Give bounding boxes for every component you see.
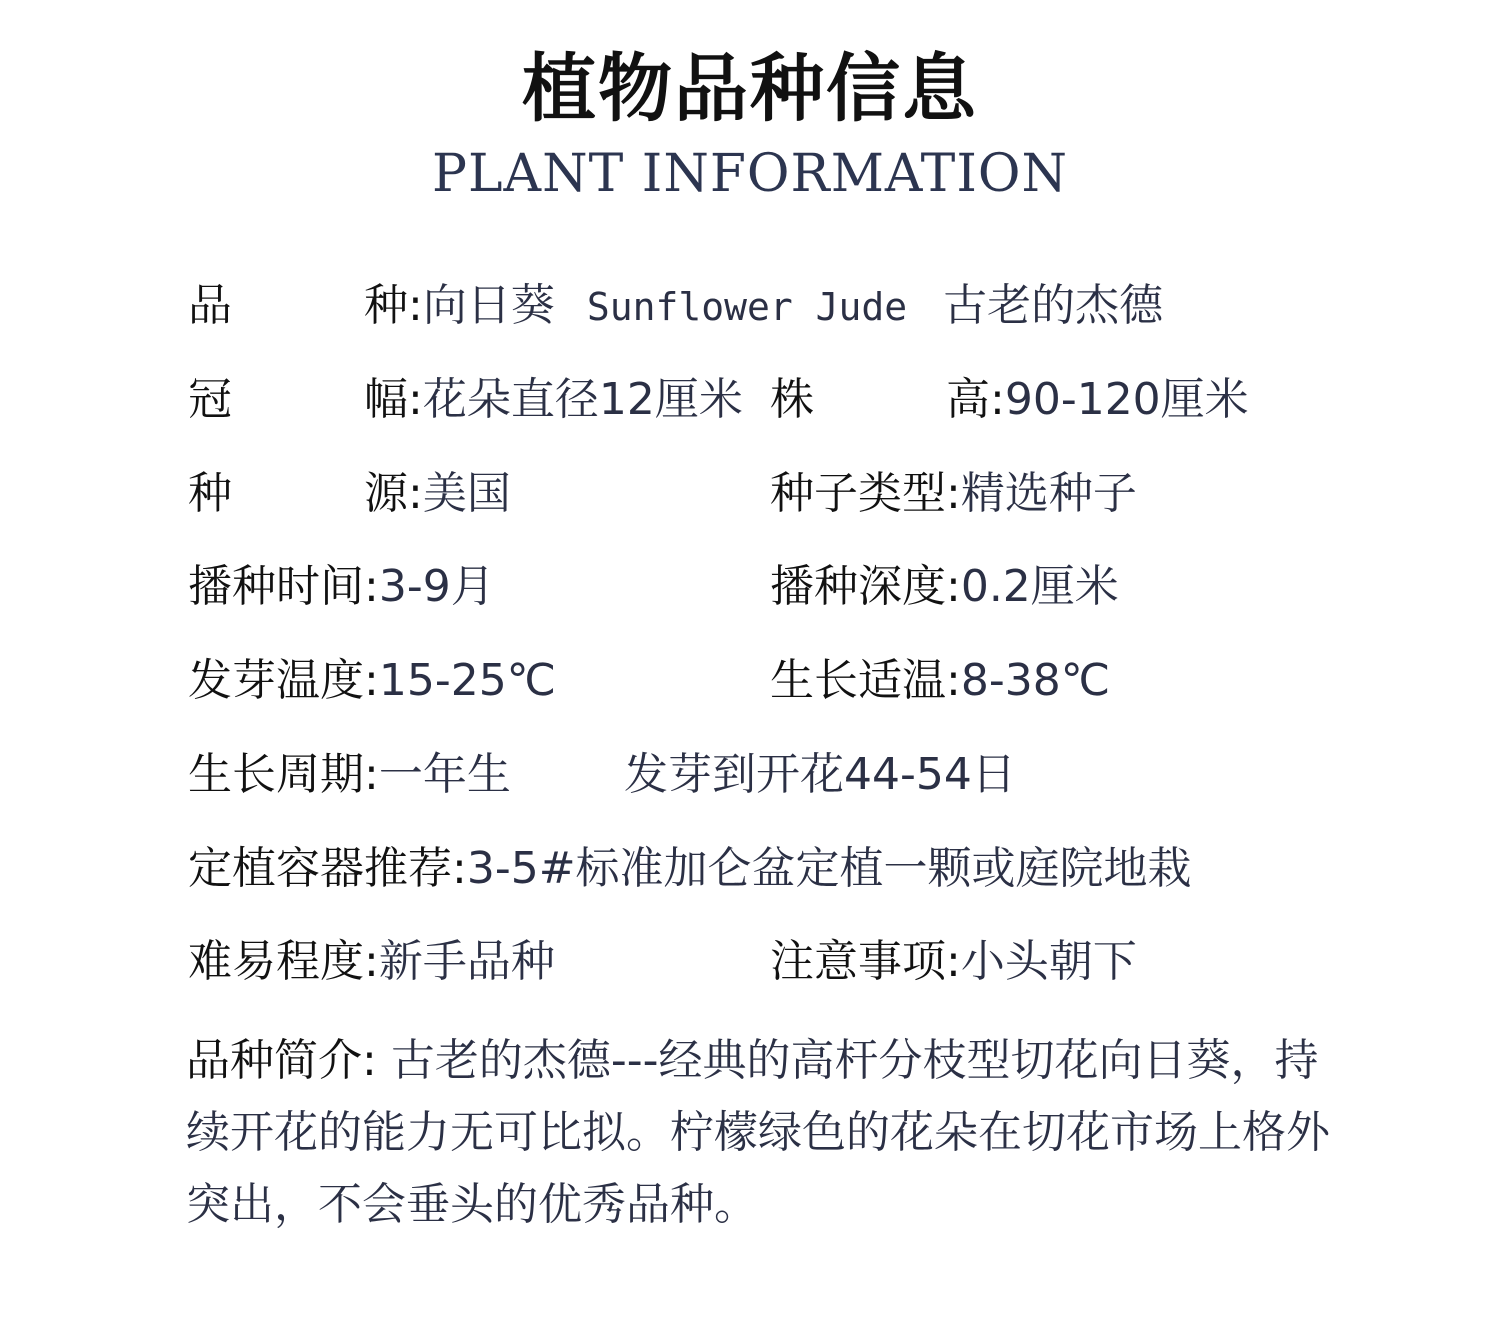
seed-type-label: 种子类型 xyxy=(770,468,946,519)
variety-field xyxy=(188,276,1163,337)
sow-time-colon: : xyxy=(364,561,379,612)
notes-value: 小头朝下 xyxy=(960,936,1137,987)
germ-temp-colon: : xyxy=(364,655,379,706)
container-colon: : xyxy=(452,843,467,894)
grow-temp-value: 8-38℃ xyxy=(960,655,1111,706)
page-subtitle: PLANT INFORMATION xyxy=(432,144,1068,204)
seed-type-value: 精选种子 xyxy=(960,468,1137,519)
germ-temp-value: 15-25℃ xyxy=(378,655,557,706)
origin-colon: : xyxy=(408,468,423,519)
difficulty-colon: : xyxy=(364,936,379,987)
height-colon: : xyxy=(990,374,1005,425)
germ-temp-field xyxy=(188,651,556,711)
page-title: 植物品种信息 xyxy=(522,46,978,132)
crown-label: 冠幅 xyxy=(188,374,408,425)
intro-label: 品种简介 xyxy=(186,1035,362,1086)
intro-colon: : xyxy=(362,1035,377,1086)
cycle-colon: : xyxy=(364,749,379,800)
container-value: 3-5#标准加仑盆定植一颗或庭院地栽 xyxy=(466,843,1192,894)
container-field xyxy=(188,839,1192,899)
variety-value-cn2: 古老的杰德 xyxy=(943,280,1164,331)
cycle-value: 一年生 xyxy=(378,749,511,800)
height-label: 株高 xyxy=(770,374,990,425)
crown-field xyxy=(188,370,743,430)
intro-text: 古老的杰德---经典的高杆分枝型切花向日葵，持续开花的能力无可比拟。柠檬绿色的花朵在切花市场上格外突出，不会垂头的优秀品种。 xyxy=(186,1035,1330,1230)
height-value: 90-120厘米 xyxy=(1004,374,1249,425)
origin-value: 美国 xyxy=(422,468,511,519)
crown-colon: : xyxy=(408,374,423,425)
variety-colon: : xyxy=(408,280,423,331)
germ-temp-label: 发芽温度 xyxy=(188,655,364,706)
notes-colon: : xyxy=(946,936,961,987)
seed-type-field xyxy=(770,464,1137,524)
variety-label: 品种 xyxy=(188,280,408,331)
variety-value-cn: 向日葵 xyxy=(422,280,555,331)
cycle-bloom-field xyxy=(624,745,1016,805)
variety-value-en: Sunflower Jude xyxy=(586,285,908,329)
grow-temp-label: 生长适温 xyxy=(770,655,946,706)
difficulty-label: 难易程度 xyxy=(188,936,364,987)
sow-time-value: 3-9月 xyxy=(378,561,495,612)
seed-type-colon: : xyxy=(946,468,961,519)
sow-depth-colon: : xyxy=(946,561,961,612)
origin-label: 种源 xyxy=(188,468,408,519)
sow-depth-field xyxy=(770,557,1119,617)
origin-field xyxy=(188,464,511,524)
container-label: 定植容器推荐 xyxy=(188,843,452,894)
difficulty-field xyxy=(188,932,555,992)
variety-intro xyxy=(186,1025,1346,1241)
cycle-field xyxy=(188,745,511,805)
sow-depth-value: 0.2厘米 xyxy=(960,561,1119,612)
notes-field xyxy=(770,932,1137,992)
cycle-label: 生长周期 xyxy=(188,749,364,800)
sow-depth-label: 播种深度 xyxy=(770,561,946,612)
cycle-bloom-value: 发芽到开花44-54日 xyxy=(624,749,1016,800)
height-field xyxy=(770,370,1249,430)
notes-label: 注意事项 xyxy=(770,936,946,987)
sow-time-label: 播种时间 xyxy=(188,561,364,612)
sow-time-field xyxy=(188,557,495,617)
crown-value: 花朵直径12厘米 xyxy=(422,374,743,425)
grow-temp-field xyxy=(770,651,1110,711)
difficulty-value: 新手品种 xyxy=(378,936,555,987)
grow-temp-colon: : xyxy=(946,655,961,706)
